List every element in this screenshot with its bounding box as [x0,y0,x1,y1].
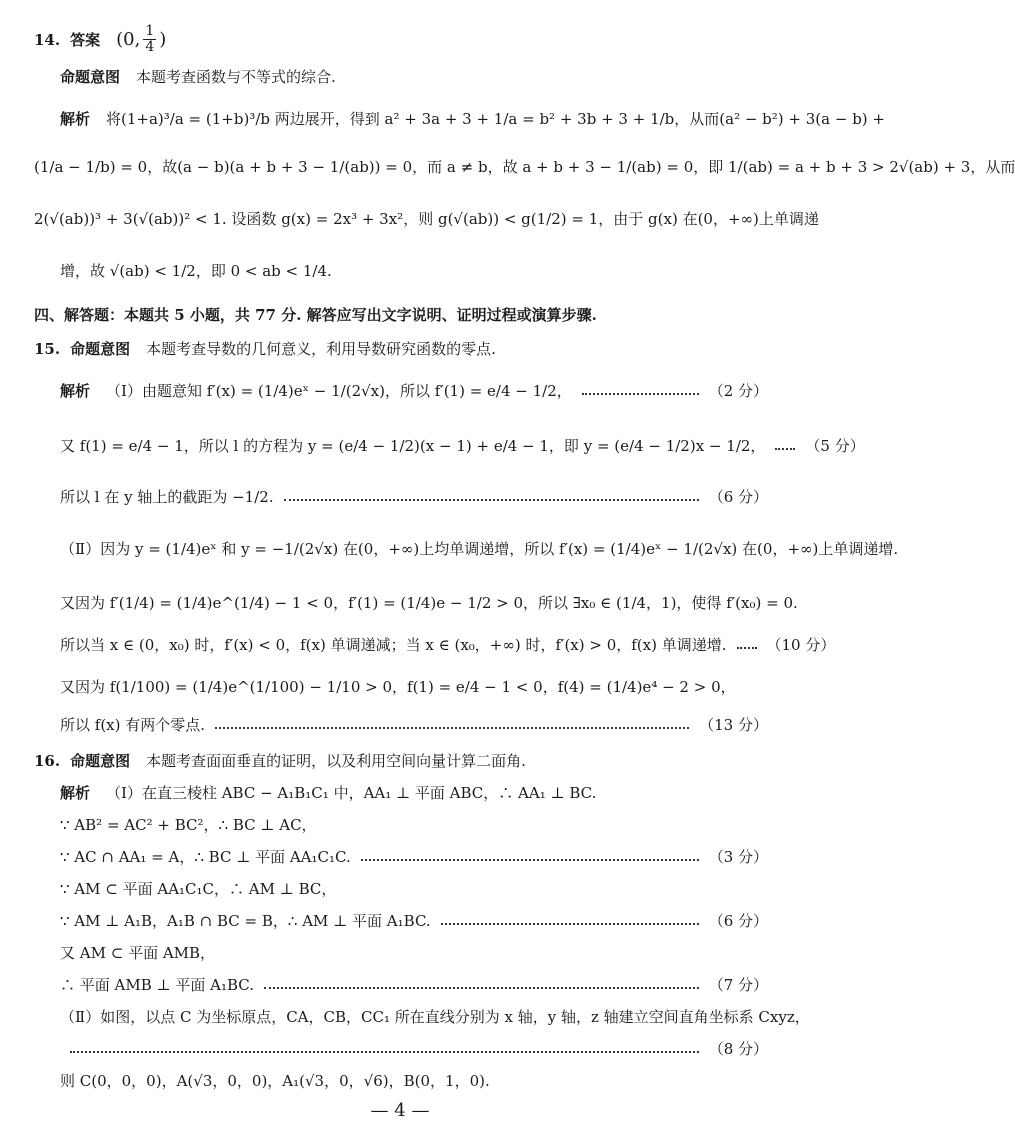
q16-line-3-score: （3 分） [708,848,768,866]
q16-line-2-text: ∵ AB² = AC² + BC²，∴ BC ⊥ AC， [60,816,317,834]
leader-dots [361,859,699,861]
q16-line-10 [60,1072,768,1090]
q15-line-2-text: 又 f(1) = e/4 − 1，所以 l 的方程为 y = (e/4 − 1/2)(x − 1) + e/4 − 1，即 y = (e/4 − 1/2)x − 1/2， [60,437,766,455]
q16-line-5 [60,912,768,930]
q14-answer-value [116,24,166,56]
q15-intent-label: 命题意图 [70,340,131,358]
leader-dots [264,987,699,989]
q16-line-10-text: 则 C(0，0，0)，A(√3，0，0)，A₁(√3，0，√6)，B(0，1，0). [60,1072,490,1090]
q16-line-4 [60,880,768,898]
q15-line-6-text: 所以当 x ∈ (0，x₀) 时，f′(x) < 0，f(x) 单调递减；当 x ∈ (x₀，+∞) 时，f′(x) > 0，f(x) 单调递增. [60,636,727,654]
q14-answer-numerator: 1 [145,23,155,39]
q14-answer-open: (0, [116,29,141,51]
q15-line-2-score: （5 分） [805,437,865,455]
leader-dots [737,647,757,649]
q14-analysis-text-2: (1/a − 1/b) = 0，故(a − b)(a + b + 3 − 1/(ab)) = 0，而 a ≠ b，故 a + b + 3 − 1/(ab) = 0，即 1/(ab) = a + b + 3 > 2√(ab) + 3，从而 [34,158,1015,176]
q16-line-9-score: （8 分） [708,1040,768,1058]
q15-intent-text: 本题考查导数的几何意义，利用导数研究函数的零点. [146,340,496,358]
leader-dots [215,727,689,729]
q16-line-7-text: ∴ 平面 AMB ⊥ 平面 A₁BC. [60,976,255,994]
q14-intent-text: 本题考查函数与不等式的综合. [136,68,336,86]
q14-answer-close: ) [159,29,167,51]
leader-dots [70,1051,699,1053]
q15-line-3 [60,488,768,506]
page-number: — 4 — [370,1100,430,1121]
q14-analysis-line-2 [34,158,1015,176]
q15-line-4 [60,540,899,558]
q14-analysis-text-3: 2(√(ab))³ + 3(√(ab))² < 1. 设函数 g(x) = 2x³ + 3x²，则 g(√(ab)) < g(1/2) = 1，由于 g(x) 在(0，+∞)上单调递 [34,210,819,228]
q15-analysis-label: 解析 [60,382,91,400]
q15-line-7 [60,678,768,696]
q16-line-5-score: （6 分） [708,912,768,930]
q14-analysis-label: 解析 [60,110,91,128]
q15-line-8-score: （13 分） [699,716,768,734]
q14-answer-label: 答案 [70,30,101,49]
q15-line-1-score: （2 分） [708,382,768,400]
q16-line-6 [60,944,768,962]
q15-line-8 [60,716,768,734]
q15-line-5 [60,594,798,612]
q16-number: 16. [34,752,61,770]
q14-intent-label: 命题意图 [60,68,121,86]
q16-line-4-text: ∵ AM ⊂ 平面 AA₁C₁C，∴ AM ⊥ BC， [60,880,337,898]
leader-dots [582,393,699,395]
q16-line-3-text: ∵ AC ∩ AA₁ = A，∴ BC ⊥ 平面 AA₁C₁C. [60,848,351,866]
q15-line-4-text: （Ⅱ）因为 y = (1/4)eˣ 和 y = −1/(2√x) 在(0，+∞)上均单调递增，所以 f′(x) = (1/4)eˣ − 1/(2√x) 在(0，+∞)上单调递增. [60,540,899,558]
q14-intent-row [60,68,768,86]
q15-line-3-text: 所以 l 在 y 轴上的截距为 −1/2. [60,488,274,506]
q15-line-6-score: （10 分） [766,636,836,654]
q16-line-1 [60,784,768,802]
q14-analysis-text-4: 增，故 √(ab) < 1/2，即 0 < ab < 1/4. [60,262,332,280]
q15-line-1-text: （Ⅰ）由题意知 f′(x) = (1/4)eˣ − 1/(2√x)，所以 f′(1) = e/4 − 1/2， [106,382,572,400]
q14-answer-row [34,24,768,56]
q16-line-7 [60,976,768,994]
q14-answer-fraction [143,24,156,56]
q16-intent-text: 本题考查面面垂直的证明，以及利用空间向量计算二面角. [146,752,526,770]
q16-intent-row [34,752,768,770]
q14-analysis-text-1: 将(1+a)³/a = (1+b)³/b 两边展开，得到 a² + 3a + 3 + 1/a = b² + 3b + 3 + 1/b，从而(a² − b²) + 3(a − b) + [106,110,885,128]
q15-number: 15. [34,340,61,358]
q14-analysis-line-3 [34,210,819,228]
leader-dots [441,923,699,925]
leader-dots [284,499,699,501]
q16-line-3 [60,848,768,866]
q16-line-7-score: （7 分） [708,976,768,994]
q16-line-2 [60,816,768,834]
q15-intent-row [34,340,768,358]
q15-line-6 [60,636,836,654]
q16-line-5-text: ∵ AM ⊥ A₁B，A₁B ∩ BC = B，∴ AM ⊥ 平面 A₁BC. [60,912,431,930]
q15-line-8-text: 所以 f(x) 有两个零点. [60,716,206,734]
q16-line-8 [60,1008,810,1026]
q16-line-8-text: （Ⅱ）如图，以点 C 为坐标原点，CA，CB，CC₁ 所在直线分别为 x 轴，y 轴，z 轴建立空间直角坐标系 Cxyz， [60,1008,810,1026]
q14-analysis-line-1 [60,110,885,128]
q15-line-5-text: 又因为 f′(1/4) = (1/4)e^(1/4) − 1 < 0，f′(1) = (1/4)e − 1/2 > 0，所以 ∃x₀ ∈ (1/4，1)，使得 f′(x₀) = 0. [60,594,798,612]
q14-number: 14. [34,30,61,49]
q16-intent-label: 命题意图 [70,752,131,770]
q15-line-2 [60,437,865,455]
q16-line-1-text: （Ⅰ）在直三棱柱 ABC − A₁B₁C₁ 中，AA₁ ⊥ 平面 ABC，∴ AA₁ ⊥ BC. [106,784,597,802]
q16-line-9 [60,1040,768,1058]
q16-analysis-label: 解析 [60,784,91,802]
section-4-heading [34,306,768,324]
q15-line-3-score: （6 分） [708,488,768,506]
q15-line-1 [60,382,768,400]
q14-answer-denominator: 4 [145,39,155,56]
leader-dots [775,448,795,450]
q14-analysis-line-4 [60,262,768,280]
q15-line-7-text: 又因为 f(1/100) = (1/4)e^(1/100) − 1/10 > 0，f(1) = e/4 − 1 < 0，f(4) = (1/4)e⁴ − 2 > 0， [60,678,736,696]
section-4-heading-text: 四、解答题：本题共 5 小题，共 77 分. 解答应写出文字说明、证明过程或演算步骤. [34,306,597,324]
q16-line-6-text: 又 AM ⊂ 平面 AMB， [60,944,216,962]
